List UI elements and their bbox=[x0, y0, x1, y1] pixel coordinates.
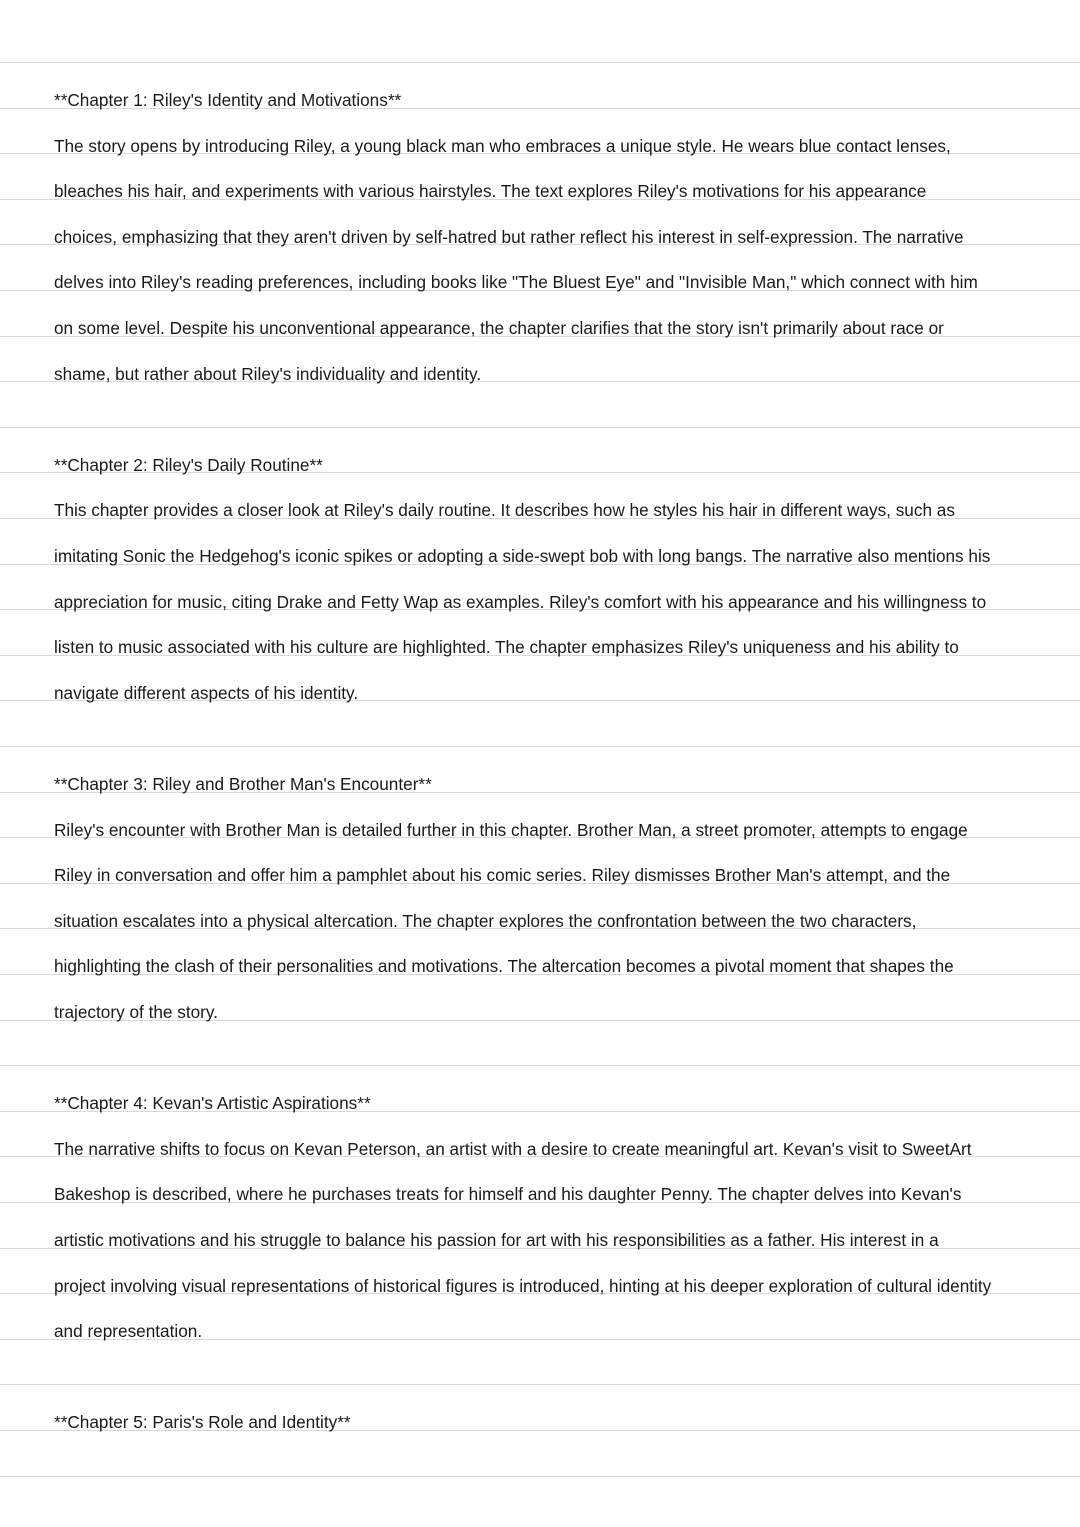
chapter-heading: **Chapter 3: Riley and Brother Man's Encounter** bbox=[54, 774, 432, 794]
paragraph-line: Riley in conversation and offer him a pamphlet about his comic series. Riley dismisses Brother Man's attempt, and the bbox=[54, 865, 951, 885]
chapter-heading: **Chapter 4: Kevan's Artistic Aspirations** bbox=[54, 1093, 371, 1113]
paragraph-line: and representation. bbox=[54, 1321, 203, 1341]
paragraph-line: Riley's encounter with Brother Man is detailed further in this chapter. Brother Man, a street promoter, attempts to engage bbox=[54, 820, 968, 840]
paragraph-line: situation escalates into a physical altercation. The chapter explores the confrontation between the two characters, bbox=[54, 911, 917, 931]
paragraph-line: The story opens by introducing Riley, a young black man who embraces a unique style. He wears blue contact lenses, bbox=[54, 136, 951, 156]
ruled-line bbox=[0, 1476, 1080, 1477]
ruled-line bbox=[0, 1384, 1080, 1385]
ruled-line bbox=[0, 1065, 1080, 1066]
paragraph-line: trajectory of the story. bbox=[54, 1002, 218, 1022]
paragraph-line: artistic motivations and his struggle to balance his passion for art with his responsibilities as a father. His interest in a bbox=[54, 1230, 939, 1250]
paragraph-line: listen to music associated with his culture are highlighted. The chapter emphasizes Riley's uniqueness and his ability to bbox=[54, 637, 959, 657]
chapter-heading: **Chapter 5: Paris's Role and Identity** bbox=[54, 1412, 351, 1432]
paragraph-line: highlighting the clash of their personalities and motivations. The altercation becomes a pivotal moment that shapes the bbox=[54, 956, 954, 976]
ruled-line bbox=[0, 62, 1080, 63]
paragraph-line: Bakeshop is described, where he purchases treats for himself and his daughter Penny. The chapter delves into Kevan's bbox=[54, 1184, 962, 1204]
chapter-heading: **Chapter 2: Riley's Daily Routine** bbox=[54, 455, 323, 475]
paragraph-line: navigate different aspects of his identity. bbox=[54, 683, 359, 703]
paragraph-line: This chapter provides a closer look at Riley's daily routine. It describes how he styles his hair in different ways, such as bbox=[54, 500, 955, 520]
paragraph-line: delves into Riley's reading preferences, including books like "The Bluest Eye" and "Invisible Man," which connect with him bbox=[54, 272, 978, 292]
paragraph-line: shame, but rather about Riley's individuality and identity. bbox=[54, 364, 482, 384]
paragraph-line: imitating Sonic the Hedgehog's iconic spikes or adopting a side-swept bob with long bangs. The narrative also mentions his bbox=[54, 546, 991, 566]
ruled-line bbox=[0, 746, 1080, 747]
paragraph-line: bleaches his hair, and experiments with various hairstyles. The text explores Riley's motivations for his appearance bbox=[54, 181, 927, 201]
paragraph-line: The narrative shifts to focus on Kevan Peterson, an artist with a desire to create meaningful art. Kevan's visit to SweetArt bbox=[54, 1139, 972, 1159]
paragraph-line: on some level. Despite his unconventional appearance, the chapter clarifies that the story isn't primarily about race or bbox=[54, 318, 944, 338]
ruled-line bbox=[0, 427, 1080, 428]
paragraph-line: project involving visual representations of historical figures is introduced, hinting at his deeper exploration of cultural identity bbox=[54, 1276, 992, 1296]
paragraph-line: choices, emphasizing that they aren't driven by self-hatred but rather reflect his interest in self-expression. The narrative bbox=[54, 227, 964, 247]
paragraph-line: appreciation for music, citing Drake and Fetty Wap as examples. Riley's comfort with his appearance and his willingness to bbox=[54, 592, 987, 612]
chapter-heading: **Chapter 1: Riley's Identity and Motivations** bbox=[54, 90, 402, 110]
